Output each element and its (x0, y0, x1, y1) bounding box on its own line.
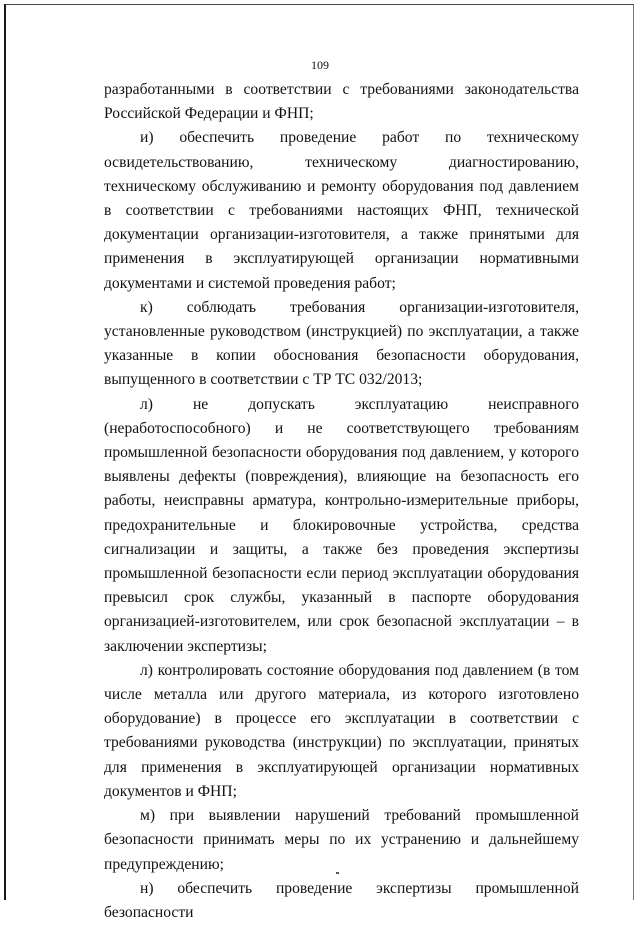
paragraph-item-k: к) соблюдать требования организации-изготовителя, установленные руководством (инструкцией) по эксплуатации, а также указанные в копии обоснования безопасности оборудования, выпущенного в соответствии с ТР ТС 032/2013; (104, 298, 579, 389)
paragraph-item-m: м) при выявлении нарушений требований промышленной безопасности принимать меры по их устранению и дальнейшему предупреждению; (104, 807, 579, 873)
paragraph-item-n: н) обеспечить проведение экспертизы промышленной безопасности (104, 879, 579, 921)
scan-speck (336, 872, 339, 874)
paragraph-item-i: и) обеспечить проведение работ по техническому освидетельствованию, техническому диагностированию, техническому обслуживанию и ремонту оборудования под давлением в соответствии с требованиями настоящих ФНП, технической документации организации-изготовителя, а также принятыми для применения в эксплуатирующей организации нормативными документами и системой проведения работ; (104, 129, 579, 292)
page-number: 109 (311, 58, 329, 72)
paragraph-item-l: л) не допускать эксплуатацию неисправного (неработоспособного) и не соответствующего требованиям промышленной безопасности оборудования под давлением, у которого выявлены дефекты (повреждения), влияющие на безопасность его работы, неисправны арматура, контрольно-измерительные приборы, предохранительные и блокировочные устройства, средства сигнализации и защиты, а также без проведения экспертизы промышленной безопасности если период эксплуатации оборудования превысил срок службы, указанный в паспорте оборудования организацией-изготовителем, или срок безопасной эксплуатации – в заключении экспертизы; (104, 395, 579, 655)
paragraph-item-l-second: л) контролировать состояние оборудования под давлением (в том числе металла или другого материала, из которого изготовлено оборудование) в процессе его эксплуатации в соответствии с требованиями руководства (инструкции) по эксплуатации, принятых для применения в эксплуатирующей организации нормативных документов и ФНП; (104, 661, 579, 800)
paragraph-continuation: разработанными в соответствии с требованиями законодательства Российской Федерации и ФНП; (104, 81, 579, 123)
document-body (104, 78, 579, 925)
